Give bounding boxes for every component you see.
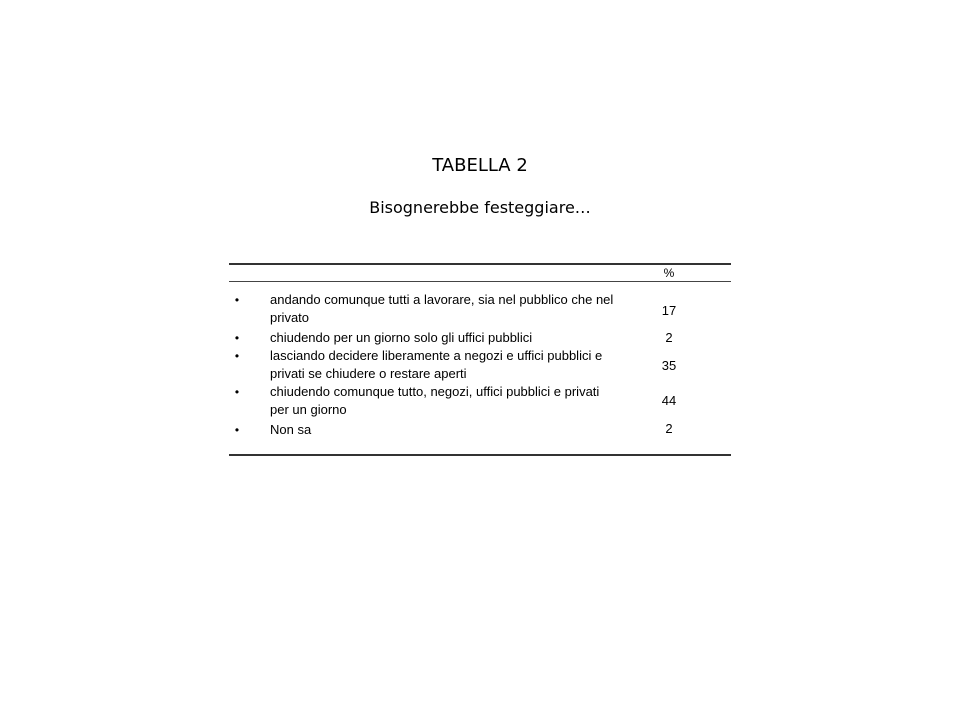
survey-table (229, 262, 731, 456)
table-header-rule (229, 281, 731, 282)
row-label: Non sa (270, 422, 312, 437)
bullet-icon: • (234, 385, 240, 399)
row-label: andando comunque tutti a lavorare, sia nel pubblico che nel privato (270, 292, 614, 325)
row-label: lasciando decidere liberamente a negozi e uffici pubblici e privati se chiudere o restare aperti (270, 348, 603, 381)
bullet-icon: • (234, 331, 240, 345)
row-label: chiudendo comunque tutto, negozi, uffici pubblici e privati per un giorno (270, 384, 600, 417)
table-bottom-rule (229, 454, 731, 456)
percent-column-header: % (663, 266, 675, 280)
bullet-icon: • (234, 293, 240, 307)
table-subtitle: Bisognerebbe festeggiare… (369, 198, 591, 217)
table-top-rule (229, 263, 731, 265)
table-title: TABELLA 2 (432, 155, 528, 176)
row-value: 35 (661, 358, 677, 373)
row-value: 2 (665, 330, 673, 345)
bullet-icon: • (234, 349, 240, 363)
row-value: 2 (665, 421, 673, 436)
bullet-icon: • (234, 423, 240, 437)
row-label: chiudendo per un giorno solo gli uffici pubblici (270, 330, 533, 345)
row-value: 17 (661, 303, 677, 318)
row-value: 44 (661, 393, 677, 408)
